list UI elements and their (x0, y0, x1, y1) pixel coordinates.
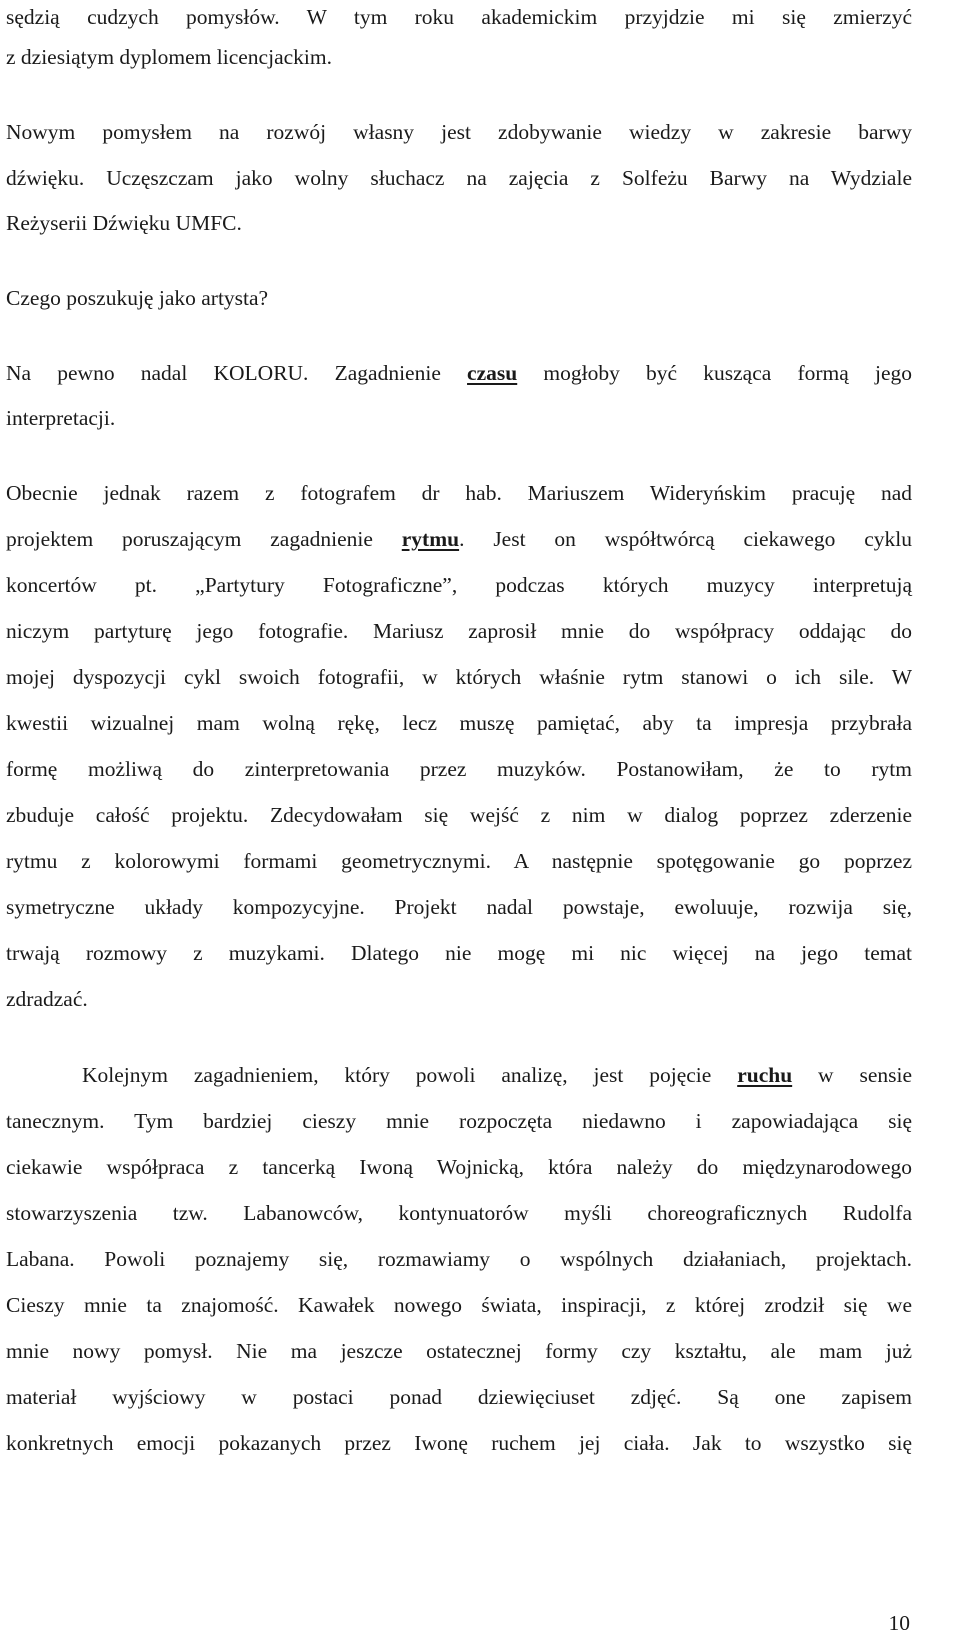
emphasis-ruchu: ruchu (737, 1063, 793, 1087)
text-line: mojej dyspozycji cykl swoich fotografii, w których właśnie rytm stanowi o ich sile. W (6, 665, 912, 689)
text-line (6, 524, 912, 554)
text-line: Labana. Powoli poznajemy się, rozmawiamy o wspólnych działaniach, projektach. (6, 1247, 912, 1271)
page-number: 10 (888, 1611, 910, 1635)
text-line: tanecznym. Tym bardziej cieszy mnie rozpoczęta niedawno i zapowiadająca się (6, 1109, 912, 1133)
text-span: . Jest on współtwórcą ciekawego cyklu (459, 527, 912, 551)
text-line (6, 358, 912, 388)
text-line: symetryczne układy kompozycyjne. Projekt nadal powstaje, ewoluuje, rozwija się, (6, 895, 912, 919)
text-line: koncertów pt. „Partytury Fotograficzne”, podczas których muzycy interpretują (6, 573, 912, 597)
text-line: Czego poszukuję jako artysta? (6, 286, 269, 310)
text-line (82, 1060, 912, 1090)
text-line: Cieszy mnie ta znajomość. Kawałek nowego świata, inspiracji, z której zrodził się we (6, 1293, 912, 1317)
text-line: zbuduje całość projektu. Zdecydowałam się wejść z nim w dialog poprzez zderzenie (6, 803, 912, 827)
text-line: sędzią cudzych pomysłów. W tym roku akademickim przyjdzie mi się zmierzyć (6, 5, 912, 29)
text-span: Kolejnym zagadnieniem, który powoli analizę, jest pojęcie (82, 1063, 738, 1087)
text-span: projektem poruszającym zagadnienie (6, 527, 402, 551)
emphasis-czasu: czasu (467, 361, 518, 385)
text-line: dźwięku. Uczęszczam jako wolny słuchacz na zajęcia z Solfeżu Barwy na Wydziale (6, 166, 912, 190)
text-line: stowarzyszenia tzw. Labanowców, kontynuatorów myśli choreograficznych Rudolfa (6, 1201, 912, 1225)
text-line: materiał wyjściowy w postaci ponad dziewięciuset zdjęć. Są one zapisem (6, 1385, 912, 1409)
text-line: zdradzać. (6, 987, 88, 1011)
text-span: Na pewno nadal KOLORU. Zagadnienie (6, 361, 468, 385)
text-line: trwają rozmowy z muzykami. Dlatego nie mogę mi nic więcej na jego temat (6, 941, 912, 965)
text-line: Reżyserii Dźwięku UMFC. (6, 211, 242, 235)
text-line: mnie nowy pomysł. Nie ma jeszcze ostatecznej formy czy kształtu, ale mam już (6, 1339, 912, 1363)
text-span: mogłoby być kusząca formą jego (517, 361, 912, 385)
text-line: kwestii wizualnej mam wolną rękę, lecz muszę pamiętać, aby ta impresja przybrała (6, 711, 912, 735)
text-line: rytmu z kolorowymi formami geometrycznymi. A następnie spotęgowanie go poprzez (6, 849, 912, 873)
text-line: interpretacji. (6, 406, 116, 430)
text-line: ciekawie współpraca z tancerką Iwoną Wojnicką, która należy do międzynarodowego (6, 1155, 912, 1179)
text-line: konkretnych emocji pokazanych przez Iwonę ruchem jej ciała. Jak to wszystko się (6, 1431, 912, 1455)
text-line: formę możliwą do zinterpretowania przez muzyków. Postanowiłam, że to rytm (6, 757, 912, 781)
text-line: niczym partyturę jego fotografie. Mariusz zaprosił mnie do współpracy oddając do (6, 619, 912, 643)
emphasis-rytmu: rytmu (401, 527, 460, 551)
text-line: z dziesiątym dyplomem licencjackim. (6, 45, 332, 69)
text-line: Obecnie jednak razem z fotografem dr hab. Mariuszem Wideryńskim pracuję nad (6, 481, 912, 505)
text-span: w sensie (792, 1063, 913, 1087)
text-line: Nowym pomysłem na rozwój własny jest zdobywanie wiedzy w zakresie barwy (6, 120, 912, 144)
